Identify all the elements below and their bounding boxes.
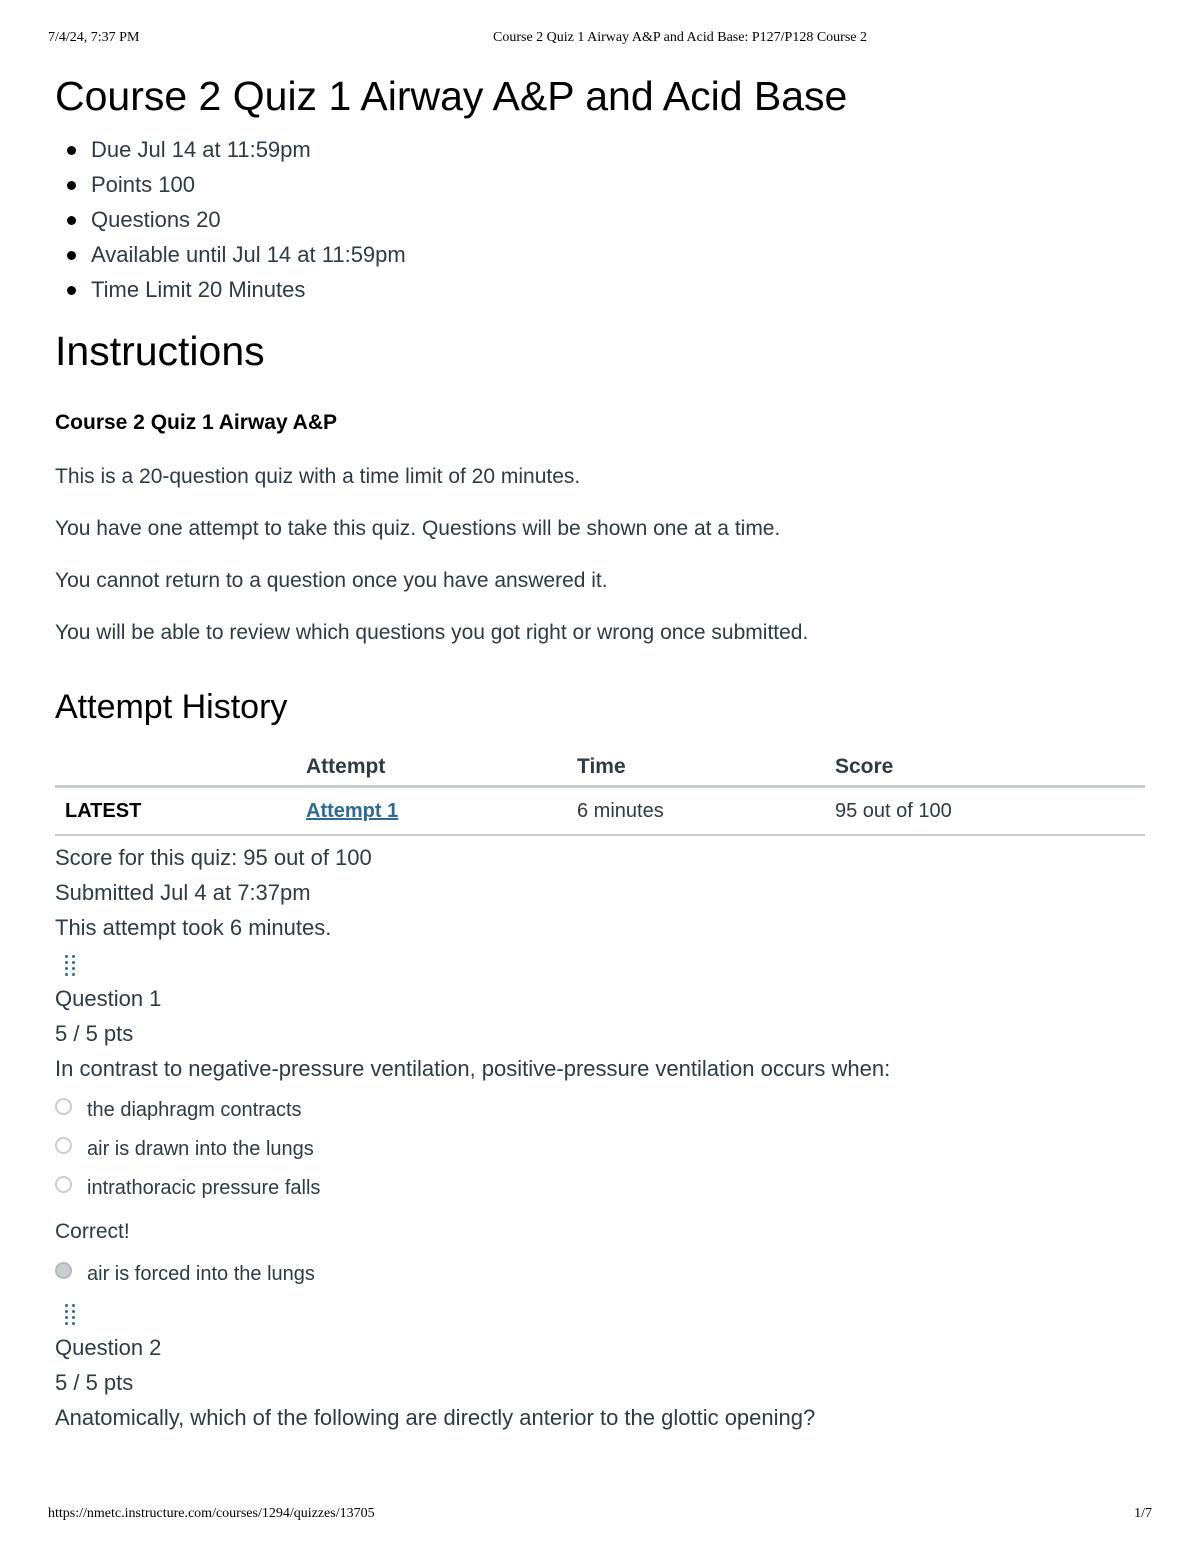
column-header-score: Score [835, 749, 1145, 787]
attempt-link[interactable]: Attempt 1 [306, 799, 399, 822]
quiz-score: Score for this quiz: 95 out of 100 [55, 845, 372, 870]
print-url: https://nmetc.instructure.com/courses/1294/quizzes/13705 [48, 1506, 375, 1521]
radio-icon[interactable] [55, 1176, 72, 1193]
quiz-detail-points: Points 100 [55, 167, 1145, 202]
drag-handle-icon [59, 953, 83, 979]
radio-icon[interactable] [55, 1098, 72, 1115]
column-header-blank [55, 749, 306, 787]
answer-label: air is forced into the lungs [87, 1263, 315, 1285]
drag-handle-icon [59, 1302, 83, 1328]
question-title: Question 2 [55, 1335, 162, 1360]
quiz-detail-due: Due Jul 14 at 11:59pm [55, 132, 1145, 167]
instructions-heading: Instructions [55, 328, 265, 374]
radio-icon[interactable] [55, 1137, 72, 1154]
answer-option-selected[interactable] [55, 1260, 1145, 1288]
print-footer [0, 1506, 1200, 1524]
question-1 [55, 953, 1145, 1288]
instruction-paragraph: This is a 20-question quiz with a time limit of 20 minutes. [55, 465, 581, 488]
instruction-paragraph: You have one attempt to take this quiz. Questions will be shown one at a time. [55, 517, 781, 540]
print-page-title: Course 2 Quiz 1 Airway A&P and Acid Base: P127/P128 Course 2 [493, 30, 867, 45]
answer-option[interactable] [55, 1174, 1145, 1202]
submitted-time: Submitted Jul 4 at 7:37pm [55, 880, 311, 905]
print-header [0, 30, 1200, 48]
attempt-history-heading: Attempt History [55, 688, 288, 726]
question-points: 5 / 5 pts [55, 1021, 134, 1046]
question-points: 5 / 5 pts [55, 1370, 134, 1395]
question-text: Anatomically, which of the following are directly anterior to the glottic opening? [55, 1405, 816, 1430]
correct-label: Correct! [55, 1220, 130, 1243]
attempt-score: 95 out of 100 [835, 787, 1145, 836]
quiz-content [55, 70, 1145, 1435]
column-header-time: Time [577, 749, 835, 787]
attempt-duration: This attempt took 6 minutes. [55, 915, 332, 940]
quiz-title: Course 2 Quiz 1 Airway A&P and Acid Base [55, 73, 848, 119]
quiz-detail-available: Available until Jul 14 at 11:59pm [55, 237, 1145, 272]
quiz-detail-questions: Questions 20 [55, 202, 1145, 237]
quiz-detail-time-limit: Time Limit 20 Minutes [55, 272, 1145, 307]
answer-option[interactable] [55, 1096, 1145, 1124]
table-header-row [55, 749, 1145, 787]
instruction-paragraph: You will be able to review which questions you got right or wrong once submitted. [55, 621, 809, 644]
print-datetime: 7/4/24, 7:37 PM [48, 30, 140, 45]
print-page-number: 1/7 [1134, 1506, 1152, 1521]
quiz-details-list [55, 132, 1145, 307]
question-2 [55, 1302, 1145, 1435]
attempt-history-table [55, 749, 1145, 836]
question-text: In contrast to negative-pressure ventilation, positive-pressure ventilation occurs when: [55, 1056, 891, 1081]
radio-selected-icon[interactable] [55, 1262, 72, 1279]
attempt-summary [55, 840, 1145, 945]
attempt-time: 6 minutes [577, 787, 835, 836]
answer-label: intrathoracic pressure falls [87, 1177, 321, 1199]
instruction-paragraph: You cannot return to a question once you have answered it. [55, 569, 608, 592]
column-header-attempt: Attempt [306, 749, 577, 787]
table-row [55, 787, 1145, 836]
question-title: Question 1 [55, 986, 162, 1011]
answer-option[interactable] [55, 1135, 1145, 1163]
instructions-subheading: Course 2 Quiz 1 Airway A&P [55, 411, 338, 434]
answer-label: the diaphragm contracts [87, 1099, 302, 1121]
latest-label: LATEST [65, 799, 142, 822]
answer-label: air is drawn into the lungs [87, 1138, 314, 1160]
